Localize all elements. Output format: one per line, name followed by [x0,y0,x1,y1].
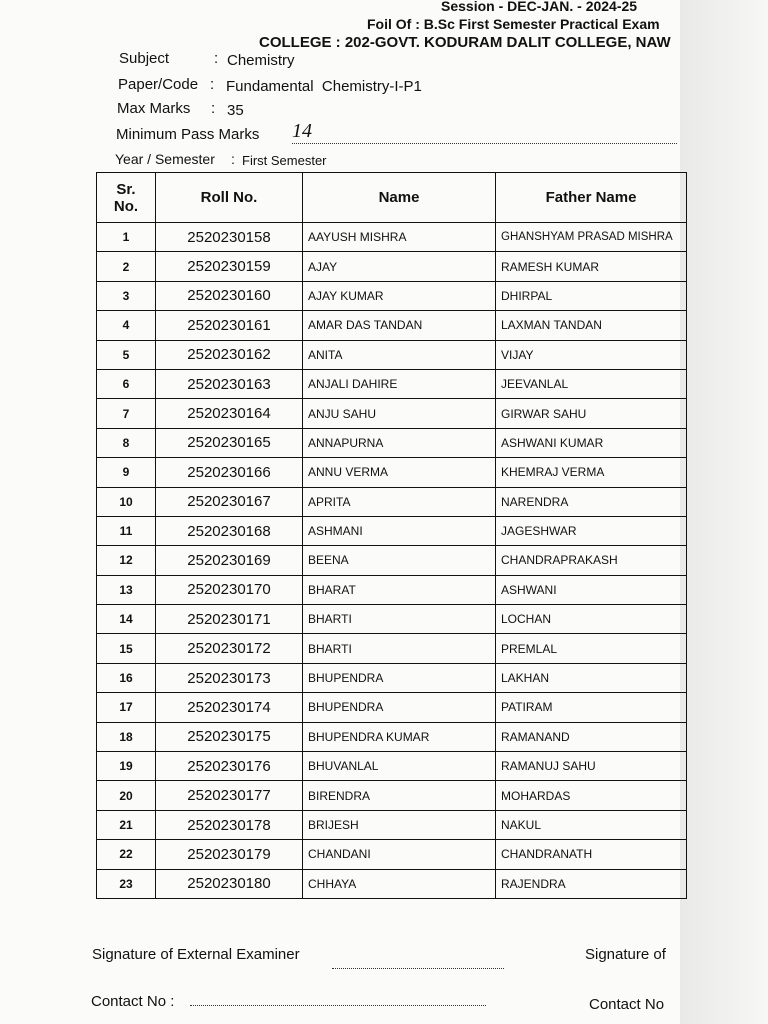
table-row [97,722,687,751]
table-row [97,399,687,428]
name-cell: APRITA [303,487,496,516]
sr-no-cell: 5 [97,340,156,369]
father-name-cell: RAMANAND [496,722,687,751]
name-cell: BHUPENDRA KUMAR [303,722,496,751]
name-cell: AJAY [303,252,496,281]
roll-no-cell: 2520230167 [156,487,303,516]
table-row [97,663,687,692]
name-cell: BHARAT [303,575,496,604]
father-name-cell: JAGESHWAR [496,516,687,545]
father-name-cell: ASHWANI [496,575,687,604]
min-pass-dotted-line [292,143,677,144]
paper-value: Fundamental Chemistry-I-P1 [226,78,422,95]
sr-no-cell: 13 [97,575,156,604]
name-cell: ASHMANI [303,516,496,545]
roll-no-cell: 2520230165 [156,428,303,457]
table-row [97,810,687,839]
session-heading: Session - DEC-JAN. - 2024-25 [441,0,638,14]
sr-no-cell: 1 [97,223,156,252]
roll-no-cell: 2520230171 [156,605,303,634]
paper-label: Paper/Code [118,76,199,93]
external-examiner-signature-label: Signature of External Examiner [92,946,300,963]
paper-colon: : [210,76,215,93]
roll-no-cell: 2520230160 [156,281,303,310]
roll-no-cell: 2520230168 [156,516,303,545]
table-row [97,281,687,310]
page-edge-shadow [680,0,768,1024]
table-row [97,340,687,369]
father-name-cell: VIJAY [496,340,687,369]
sr-no-cell: 9 [97,458,156,487]
roll-no-cell: 2520230158 [156,223,303,252]
marks-table [96,172,687,899]
table-row [97,869,687,898]
table-row [97,752,687,781]
sr-no-cell: 10 [97,487,156,516]
name-cell: ANJU SAHU [303,399,496,428]
table-body [97,223,687,899]
name-cell: BHUVANLAL [303,752,496,781]
roll-no-cell: 2520230178 [156,810,303,839]
table-header-row [97,173,687,223]
name-cell: ANNU VERMA [303,458,496,487]
roll-no-cell: 2520230163 [156,369,303,398]
name-cell: BRIJESH [303,810,496,839]
roll-no-cell: 2520230173 [156,663,303,692]
roll-no-cell: 2520230180 [156,869,303,898]
table-row [97,369,687,398]
name-cell: ANJALI DAHIRE [303,369,496,398]
sr-no-cell: 12 [97,546,156,575]
sr-no-cell: 22 [97,840,156,869]
roll-no-cell: 2520230174 [156,693,303,722]
year-colon: : [231,151,235,167]
right-signature-label: Signature of [585,946,666,963]
father-name-cell: CHANDRAPRAKASH [496,546,687,575]
sr-no-cell: 3 [97,281,156,310]
roll-no-cell: 2520230172 [156,634,303,663]
name-cell: BHARTI [303,605,496,634]
table-row [97,252,687,281]
sr-no-cell: 4 [97,311,156,340]
table-row [97,840,687,869]
sr-no-cell: 23 [97,869,156,898]
header-father-name: Father Name [496,173,687,223]
roll-no-cell: 2520230161 [156,311,303,340]
external-signature-dotted-line [332,968,504,969]
sr-no-cell: 17 [97,693,156,722]
header-name: Name [303,173,496,223]
father-name-cell: LAKHAN [496,663,687,692]
sr-no-cell: 14 [97,605,156,634]
father-name-cell: GHANSHYAM PRASAD MISHRA [496,223,687,252]
roll-no-cell: 2520230179 [156,840,303,869]
roll-no-cell: 2520230166 [156,458,303,487]
table-row [97,634,687,663]
table-row [97,428,687,457]
table-row [97,516,687,545]
father-name-cell: LOCHAN [496,605,687,634]
sr-no-cell: 19 [97,752,156,781]
sr-no-cell: 18 [97,722,156,751]
father-name-cell: MOHARDAS [496,781,687,810]
father-name-cell: DHIRPAL [496,281,687,310]
contact-dotted-line [190,1005,486,1006]
max-marks-value: 35 [227,102,244,119]
table-row [97,311,687,340]
header-sr-no: Sr. No. [97,173,156,223]
name-cell: BHARTI [303,634,496,663]
header-roll-no: Roll No. [156,173,303,223]
college-heading: COLLEGE : 202-GOVT. KODURAM DALIT COLLEGE, NAW [259,34,671,51]
name-cell: ANNAPURNA [303,428,496,457]
name-cell: AJAY KUMAR [303,281,496,310]
roll-no-cell: 2520230164 [156,399,303,428]
name-cell: AAYUSH MISHRA [303,223,496,252]
father-name-cell: NAKUL [496,810,687,839]
name-cell: CHANDANI [303,840,496,869]
sr-no-cell: 2 [97,252,156,281]
table-row [97,223,687,252]
father-name-cell: KHEMRAJ VERMA [496,458,687,487]
roll-no-cell: 2520230162 [156,340,303,369]
sr-no-cell: 8 [97,428,156,457]
min-pass-value: 14 [292,120,312,142]
father-name-cell: RAMANUJ SAHU [496,752,687,781]
sr-no-cell: 15 [97,634,156,663]
table-row [97,487,687,516]
sr-no-cell: 11 [97,516,156,545]
right-contact-label: Contact No [589,996,665,1013]
father-name-cell: JEEVANLAL [496,369,687,398]
sr-no-cell: 20 [97,781,156,810]
father-name-cell: CHANDRANATH [496,840,687,869]
table-row [97,546,687,575]
name-cell: BHUPENDRA [303,663,496,692]
sr-no-cell: 21 [97,810,156,839]
father-name-cell: LAXMAN TANDAN [496,311,687,340]
roll-no-cell: 2520230177 [156,781,303,810]
roll-no-cell: 2520230159 [156,252,303,281]
name-cell: BIRENDRA [303,781,496,810]
father-name-cell: NARENDRA [496,487,687,516]
roll-no-cell: 2520230169 [156,546,303,575]
year-label: Year / Semester [115,151,215,167]
table-row [97,458,687,487]
father-name-cell: GIRWAR SAHU [496,399,687,428]
subject-label: Subject [119,50,170,67]
father-name-cell: ASHWANI KUMAR [496,428,687,457]
table-row [97,605,687,634]
father-name-cell: PREMLAL [496,634,687,663]
table-row [97,781,687,810]
father-name-cell: RAJENDRA [496,869,687,898]
min-pass-label: Minimum Pass Marks [116,126,260,143]
roll-no-cell: 2520230175 [156,722,303,751]
father-name-cell: RAMESH KUMAR [496,252,687,281]
max-marks-colon: : [211,100,216,117]
roll-no-cell: 2520230170 [156,575,303,604]
max-marks-label: Max Marks [117,100,191,117]
name-cell: AMAR DAS TANDAN [303,311,496,340]
name-cell: BEENA [303,546,496,575]
contact-label: Contact No : [91,993,175,1010]
sr-no-cell: 16 [97,663,156,692]
name-cell: BHUPENDRA [303,693,496,722]
subject-colon: : [214,50,219,67]
name-cell: ANITA [303,340,496,369]
name-cell: CHHAYA [303,869,496,898]
roll-no-cell: 2520230176 [156,752,303,781]
year-value: First Semester [242,153,327,168]
father-name-cell: PATIRAM [496,693,687,722]
table-row [97,693,687,722]
sr-no-cell: 7 [97,399,156,428]
table-row [97,575,687,604]
sr-no-cell: 6 [97,369,156,398]
subject-value: Chemistry [227,52,295,69]
foil-heading: Foil Of : B.Sc First Semester Practical Exam [367,16,660,32]
